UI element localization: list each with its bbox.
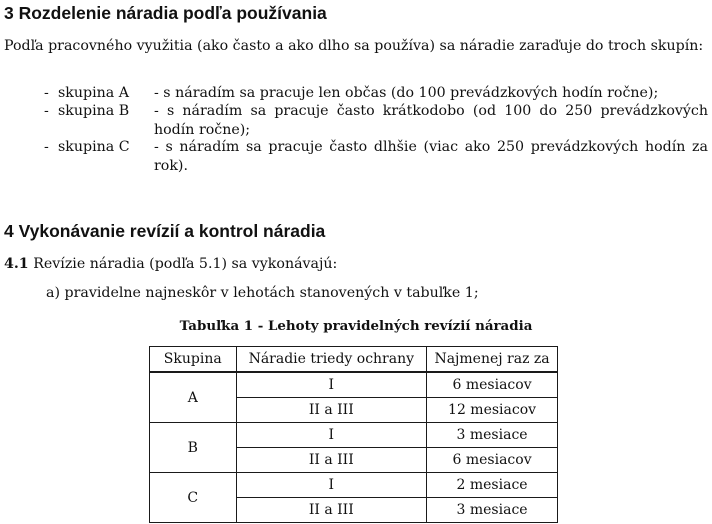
class-cell: I: [236, 473, 427, 498]
clause-4-1: [4, 255, 337, 273]
section-3-heading: 3 Rozdelenie náradia podľa používania: [4, 3, 327, 23]
section-3-intro: Podľa pracovného využitia (ako často a ako dlho sa používa) sa náradie zaraďuje do troch skupín:: [4, 38, 704, 54]
table-row: [150, 423, 558, 448]
class-cell: II a III: [236, 498, 427, 523]
column-header-group: Skupina: [150, 347, 237, 373]
table-row: [150, 372, 558, 398]
group-text-c: - s náradím sa pracuje často dlhšie (viac ako 250 prevádzkových hodín za rok).: [154, 139, 708, 174]
group-text-b: - s náradím sa pracuje často krátkodobo (od 100 do 250 prevádzkových hodín ročne);: [154, 103, 708, 138]
list-dash: -: [44, 139, 49, 155]
column-header-protection-class: Náradie triedy ochrany: [236, 347, 427, 373]
group-cell: A: [150, 372, 237, 423]
item-a: a) pravidelne najneskôr v lehotách stanovených v tabuľke 1;: [46, 285, 479, 301]
table-header-row: [150, 347, 558, 373]
interval-cell: 2 mesiace: [427, 473, 558, 498]
section-4-heading: 4 Vykonávanie revízií a kontrol náradia: [4, 221, 326, 241]
interval-cell: 3 mesiace: [427, 423, 558, 448]
clause-number: 4.1: [4, 256, 29, 272]
class-cell: I: [236, 423, 427, 448]
interval-cell: 6 mesiacov: [427, 372, 558, 398]
interval-cell: 12 mesiacov: [427, 398, 558, 423]
class-cell: II a III: [236, 448, 427, 473]
interval-cell: 3 mesiace: [427, 498, 558, 523]
group-label-a: skupina A: [58, 85, 129, 101]
clause-text: Revízie náradia (podľa 5.1) sa vykonávajú:: [33, 256, 338, 272]
class-cell: I: [236, 372, 427, 398]
group-cell: B: [150, 423, 237, 473]
revision-interval-table: [149, 346, 558, 523]
table-caption: Tabuľka 1 - Lehoty pravidelných revízií náradia: [179, 318, 533, 334]
group-text-a: - s náradím sa pracuje len občas (do 100 prevádzkových hodín ročne);: [154, 85, 659, 101]
table-row: [150, 473, 558, 498]
group-cell: C: [150, 473, 237, 523]
interval-cell: 6 mesiacov: [427, 448, 558, 473]
group-label-c: skupina C: [58, 139, 130, 155]
column-header-interval: Najmenej raz za: [427, 347, 558, 373]
group-label-b: skupina B: [58, 103, 130, 119]
class-cell: II a III: [236, 398, 427, 423]
list-dash: -: [44, 85, 49, 101]
list-dash: -: [44, 103, 49, 119]
